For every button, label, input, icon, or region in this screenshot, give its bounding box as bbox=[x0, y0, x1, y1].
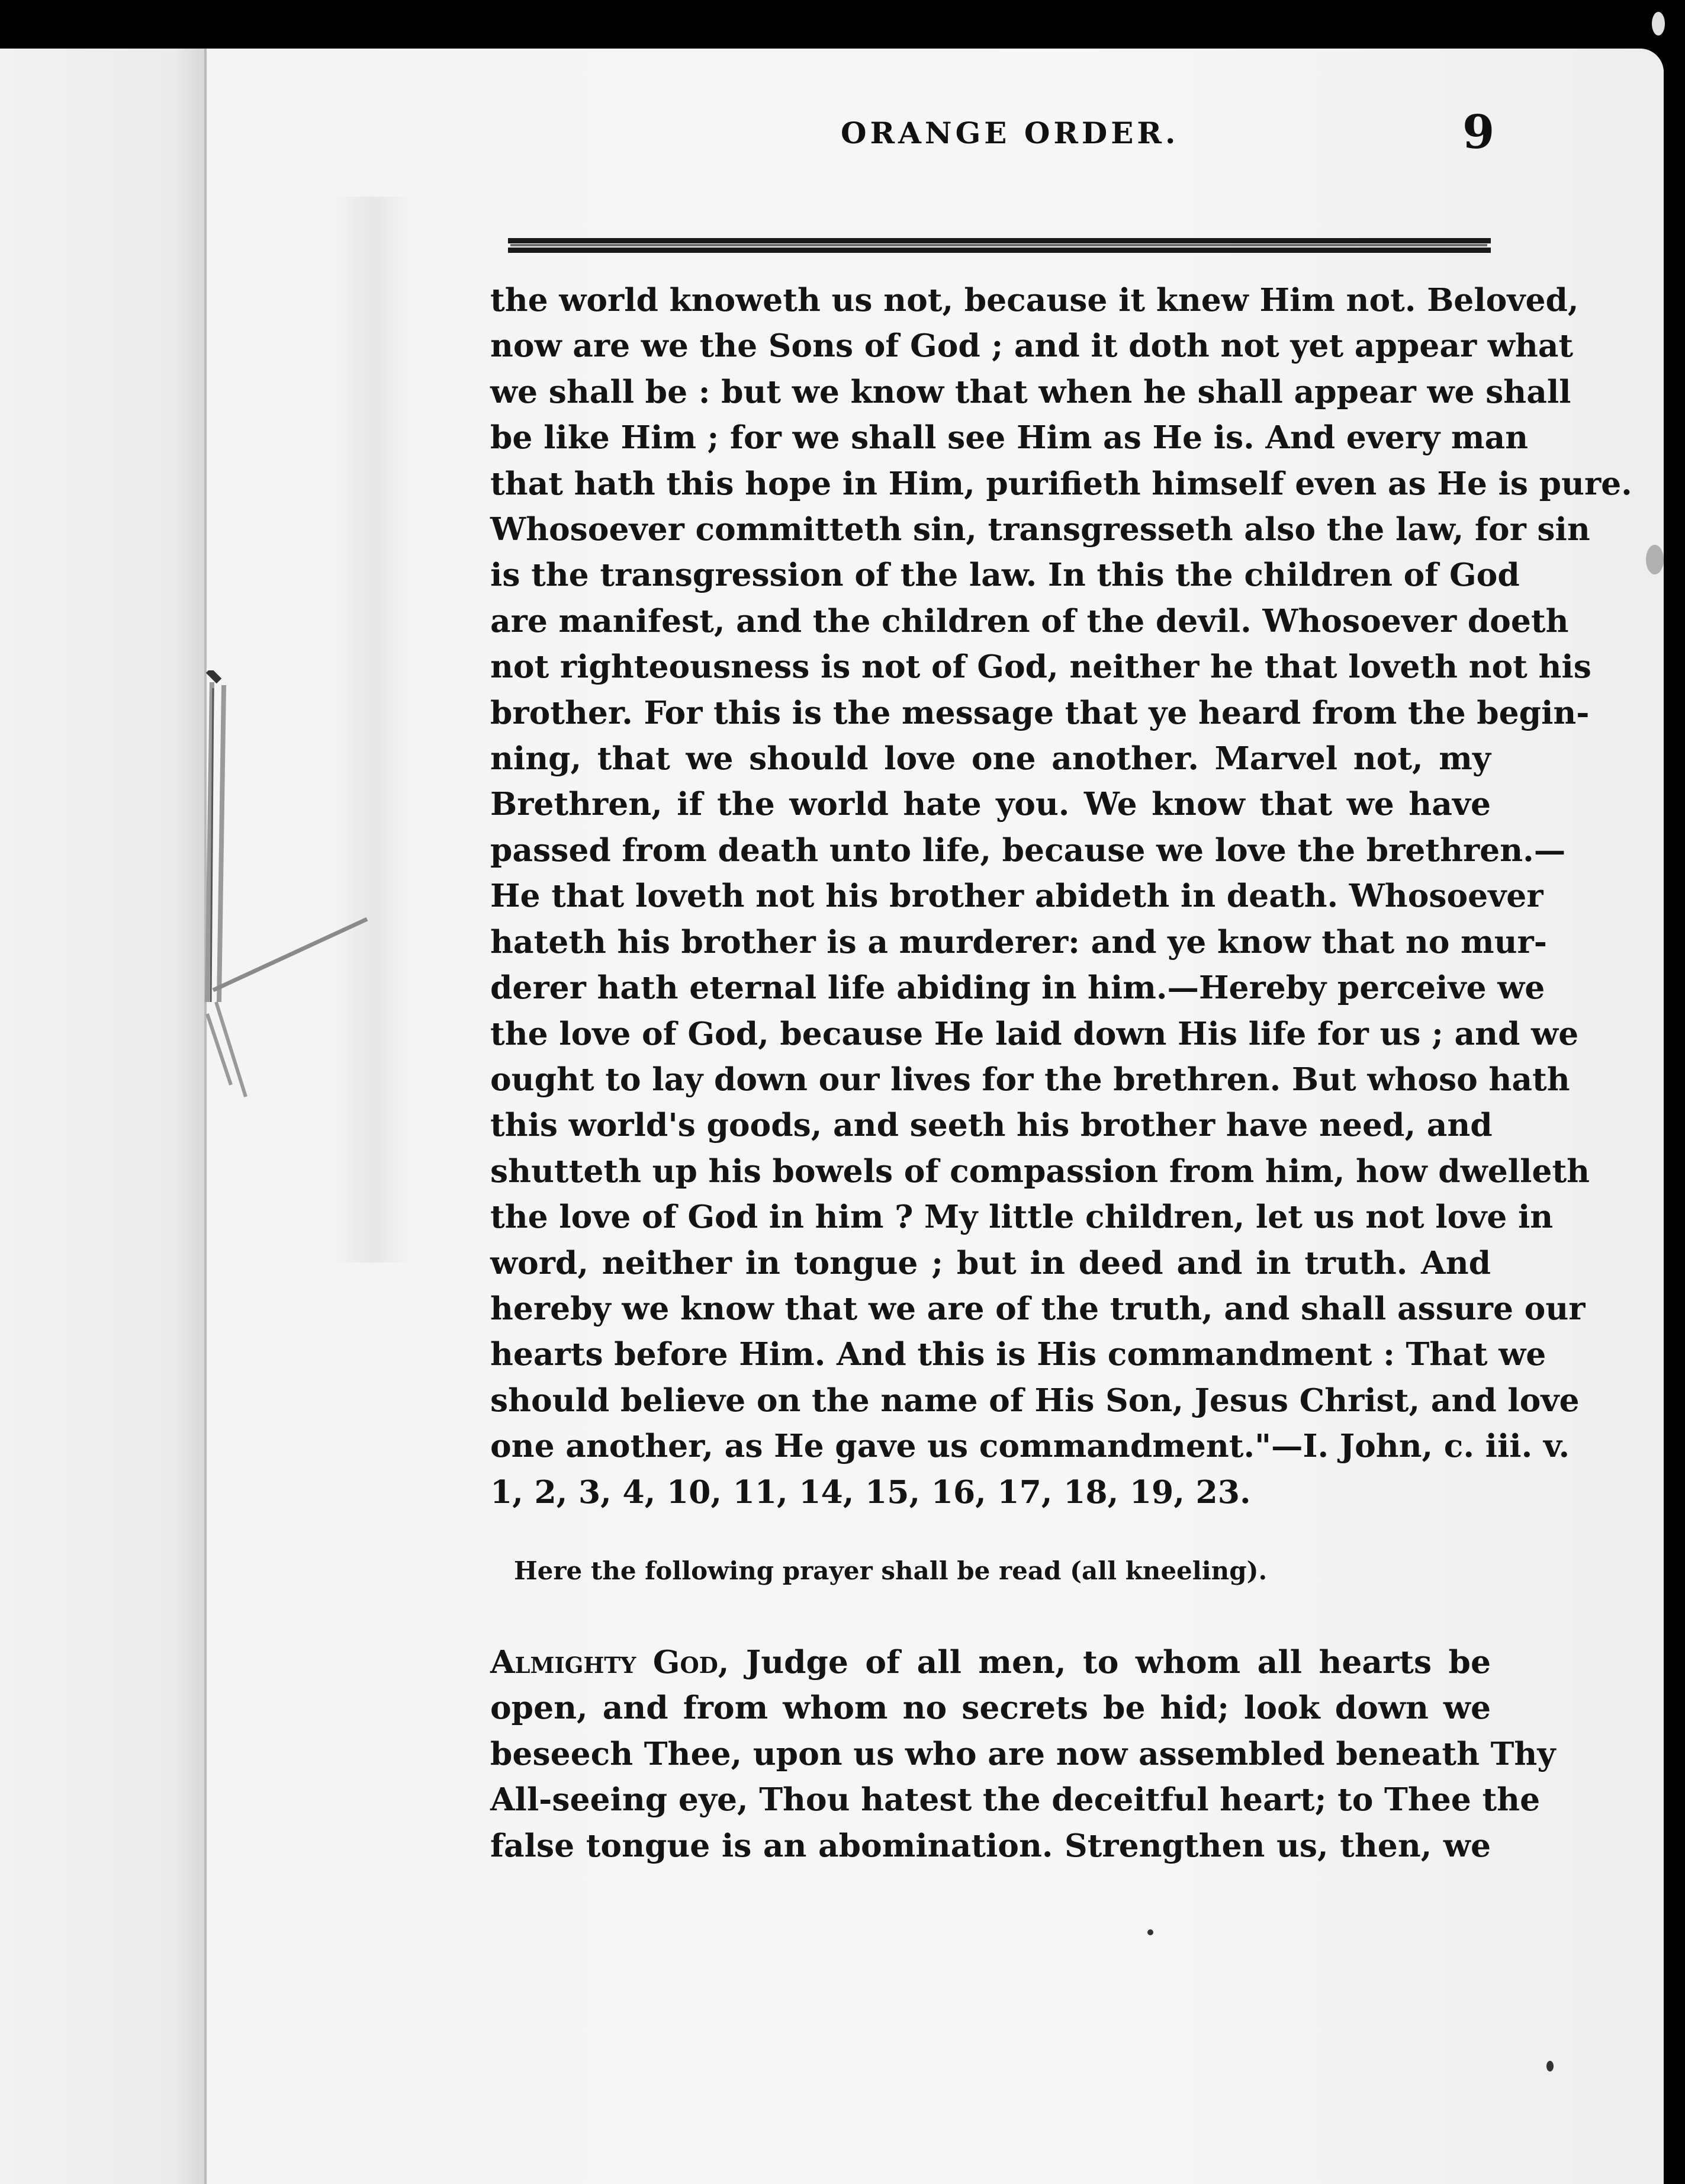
prayer-line: All-seeing eye, Thou hatest the deceitful heart; to Thee the bbox=[490, 1781, 1541, 1819]
passage-line: ought to lay down our lives for the brethren. But whoso hath bbox=[490, 1060, 1570, 1098]
double-rule-divider bbox=[508, 236, 1491, 256]
ink-speck bbox=[1652, 12, 1665, 36]
passage-line: not righteousness is not of God, neither he that loveth not his bbox=[490, 648, 1591, 686]
passage-line: be like Him ; for we shall see Him as He is. And every man bbox=[490, 419, 1529, 457]
passage-line: the love of God, because He laid down His life for us ; and we bbox=[490, 1014, 1579, 1052]
passage-line: should believe on the name of His Son, Jesus Christ, and love bbox=[490, 1381, 1580, 1419]
passage-line: Whosoever committeth sin, transgresseth also the law, for sin bbox=[490, 510, 1590, 548]
binding-thread bbox=[189, 670, 385, 1120]
prayer-text bbox=[490, 1639, 1556, 1868]
running-head: ORANGE ORDER. bbox=[841, 115, 1179, 150]
ink-speck bbox=[1546, 2061, 1554, 2071]
passage-line: one another, as He gave us commandment."—I. John, c. iii. v. bbox=[490, 1427, 1570, 1465]
left-page bbox=[0, 49, 207, 2184]
prayer-line: Almighty God, Judge of all men, to whom all hearts be bbox=[490, 1643, 1491, 1681]
passage-line: now are we the Sons of God ; and it doth not yet appear what bbox=[490, 327, 1574, 365]
ink-speck bbox=[1646, 545, 1664, 574]
passage-line: word, neither in tongue ; but in deed and in truth. And bbox=[490, 1244, 1491, 1282]
passage-line: we shall be : but we know that when he shall appear we shall bbox=[490, 372, 1571, 410]
passage-line: that hath this hope in Him, purifieth himself even as He is pure. bbox=[490, 464, 1632, 502]
passage-line: passed from death unto life, because we love the brethren.— bbox=[490, 831, 1566, 869]
scripture-passage bbox=[490, 277, 1632, 1515]
rubric-instruction: Here the following prayer shall be read (all kneeling). bbox=[514, 1556, 1268, 1585]
ink-speck bbox=[1147, 1929, 1153, 1935]
passage-line: brother. For this is the message that ye heard from the begin- bbox=[490, 693, 1590, 731]
passage-line: the world knoweth us not, because it knew Him not. Beloved, bbox=[490, 281, 1579, 319]
prayer-line: open, and from whom no secrets be hid; look down we bbox=[490, 1689, 1491, 1727]
passage-line: 1, 2, 3, 4, 10, 11, 14, 15, 16, 17, 18, 19, 23. bbox=[490, 1473, 1251, 1511]
passage-line: the love of God in him ? My little children, let us not love in bbox=[490, 1198, 1554, 1236]
passage-line: He that loveth not his brother abideth in death. Whosoever bbox=[490, 877, 1543, 915]
passage-line: hereby we know that we are of the truth, and shall assure our bbox=[490, 1289, 1586, 1327]
passage-line: are manifest, and the children of the devil. Whosoever doeth bbox=[490, 602, 1569, 640]
passage-line: hearts before Him. And this is His commandment : That we bbox=[490, 1335, 1546, 1373]
passage-line: ning, that we should love one another. Marvel not, my bbox=[490, 740, 1491, 778]
prayer-line: beseech Thee, upon us who are now assembled beneath Thy bbox=[490, 1735, 1556, 1772]
passage-line: shutteth up his bowels of compassion from him, how dwelleth bbox=[490, 1152, 1590, 1190]
passage-line: Brethren, if the world hate you. We know that we have bbox=[490, 785, 1491, 823]
prayer-line: false tongue is an abomination. Strengthen us, then, we bbox=[490, 1826, 1491, 1864]
passage-line: is the transgression of the law. In this the children of God bbox=[490, 556, 1520, 594]
passage-line: derer hath eternal life abiding in him.—Hereby perceive we bbox=[490, 969, 1545, 1007]
prayer-opening-smallcaps: Almighty God bbox=[490, 1643, 718, 1681]
passage-line: hateth his brother is a murderer: and ye know that no mur- bbox=[490, 923, 1547, 961]
page-number: 9 bbox=[1462, 105, 1495, 159]
passage-line: this world's goods, and seeth his brother have need, and bbox=[490, 1106, 1493, 1144]
